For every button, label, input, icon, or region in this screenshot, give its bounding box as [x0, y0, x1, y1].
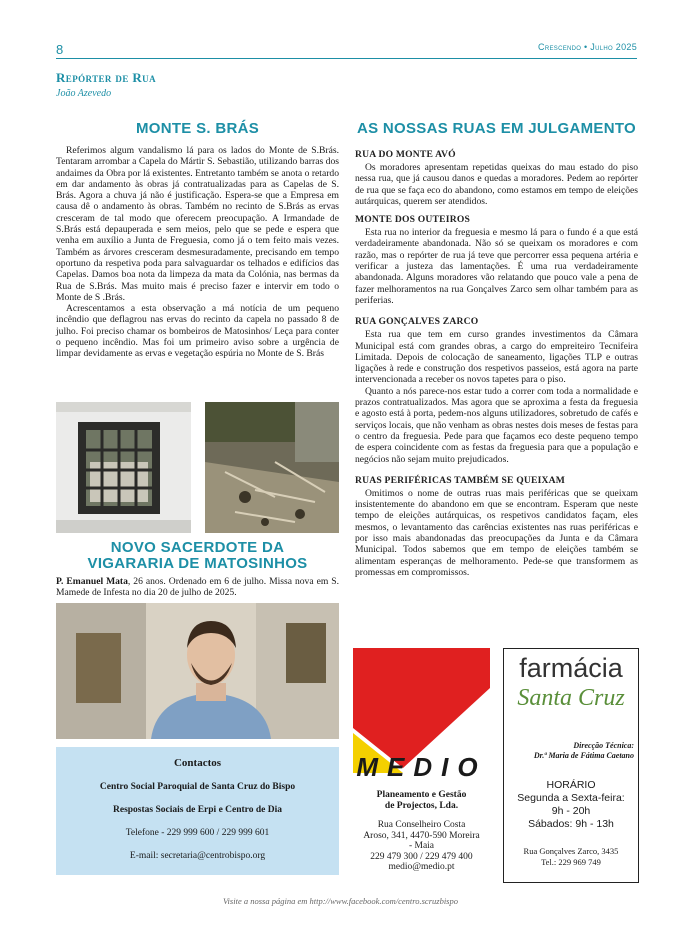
priest-body	[56, 576, 339, 599]
farmacia-weekday: Segunda a Sexta-feira:	[517, 792, 625, 804]
page-number: 8	[56, 42, 64, 57]
contacts-email[interactable]: E-mail: secretaria@centrobispo.org	[129, 851, 266, 861]
monte-paragraph-2: Acrescentamos a esta observação a má notícia de um pequeno incêndio que deflagrou nas ervas do recinto da capela no passado 8 de julho. Foi preciso chamar os bombeiros de Matosinhos/ Leça para conter o pequeno incêndio. Mas foi um primeiro aviso sobre a urgência de limpar devidamente as ervas e vegetação espúria no Monte de S. Brás	[56, 303, 339, 360]
monte-article	[56, 120, 339, 360]
farmacia-saturday: Sábados: 9h - 13h	[528, 818, 614, 830]
medio-tagline	[353, 790, 490, 812]
contacts-line2: Respostas Sociais de Erpi e Centro de Dia	[113, 805, 282, 815]
ruas-heading-1: RUA DO MONTE AVÓ	[355, 149, 456, 160]
author-name: João Azevedo	[56, 88, 112, 99]
farmacia-address: Rua Gonçalves Zarco, 3435	[523, 846, 619, 856]
medio-address	[353, 820, 490, 873]
ruas-text-2: Esta rua no interior da freguesia e mesmo lá para o fundo é a que está verdadeiramente abandonada. Não só se queixam os moradores e com razão, mas o repórter de rua já teve que percorrer essa pequena artéria e verificar a justeza das lamentações. É uma rua verdadeiramente abandonada. Alguns moradores vão relatando que pouco vale a pena de fazer melhoramentos na rua Gonçalves Zarco sem olhar também para as periferias.	[355, 227, 638, 306]
farmacia-weekday-hours: 9h - 20h	[551, 805, 591, 817]
farmacia-contact	[504, 846, 638, 868]
priest-name: P. Emanuel Mata	[56, 576, 128, 587]
medio-wordmark: MEDIO	[356, 752, 487, 782]
monte-title: MONTE S. BRÁS	[135, 120, 260, 137]
medio-tagline-1: Planeamento e Gestão	[376, 790, 467, 800]
ruas-body	[355, 149, 638, 578]
footer-link[interactable]: Visite a nossa página em http://www.facebook.com/centro.scruzbispo	[223, 896, 458, 906]
priest-photo	[56, 603, 339, 739]
medio-phone: 229 479 300 / 229 479 400	[370, 851, 473, 862]
farmacia-horario	[504, 779, 638, 831]
contacts-box	[56, 747, 339, 875]
ruas-heading-2: MONTE DOS OUTEIROS	[355, 214, 471, 226]
farmacia-phone: Tel.: 229 969 749	[541, 857, 601, 867]
section-title: Repórter de Rua	[56, 70, 156, 85]
farmacia-direccao-name: Dr.ª Maria de Fátima Caetano	[533, 751, 634, 760]
contacts-phone: Telefone - 229 999 600 / 229 999 601	[125, 828, 270, 838]
chapel-window-photo	[56, 402, 191, 533]
priest-article	[56, 540, 339, 599]
medio-ad[interactable]	[353, 648, 490, 881]
ruas-title: AS NOSSAS RUAS EM JULGAMENTO	[357, 120, 636, 137]
ruas-heading-3: RUA GONÇALVES ZARCO	[355, 316, 479, 328]
farmacia-direccao-label: Direcção Técnica:	[573, 741, 634, 750]
contacts-title: Contactos	[173, 757, 222, 769]
medio-address-3: - Maia	[408, 841, 435, 851]
farmacia-ad[interactable]	[503, 648, 639, 883]
medio-tagline-2: de Projectos, Lda.	[384, 801, 459, 811]
farmacia-name: farmácia	[519, 653, 623, 683]
monte-paragraph-1: Referimos algum vandalismo lá para os lados do Monte de S.Brás. Tentaram arrombar a Capela do Mártir S. Sebastião, utilizando barras dos andaimes da Obra por lá existentes. Entretanto também se anota o retardo em dar andamento às obras já contratualizadas para as Capelas de S. Brás. Agora a chuva já não é justificação. Espera-se que a Empresa em causa dê o andamento às obras. Também no recinto de S.Brás as ervas cresceram de tal modo que oferecem preocupação. A Irmandade de S.Brás está depauperada e sem meios, pelo que se pede e espera que venha em auxílio a Junta de Freguesia, como já o tem feito mais vezes. Também as árvores cresceram desmesuradamente, precisando em tempo oportuno da respetiva poda para salvaguardar os telhados e edifícios das Capelas. Damos boa nota da limpeza da mata da Colónia, nas bermas da Rua de S.Brás. Mas muito mais é preciso fazer e intervir em todo o Monte de S .Brás.	[56, 145, 339, 303]
farmacia-horario-title: HORÁRIO	[546, 779, 596, 791]
medio-address-1: Rua Conselheiro Costa	[377, 820, 466, 830]
priest-title-line2: VIGARARIA DE MATOSINHOS	[87, 555, 308, 572]
priest-title-line1: NOVO SACERDOTE DA	[110, 539, 285, 556]
contacts-line1: Centro Social Paroquial de Santa Cruz do Bispo	[99, 782, 296, 792]
priest-text: , 26 anos. Ordenado em 6 de julho. Missa nova em S. Mamede de Infesta no dia 20 de julho de 2025.	[56, 576, 339, 599]
fire-debris-photo	[205, 402, 339, 533]
ruas-article	[355, 120, 638, 578]
ruas-heading-4: RUAS PERIFÉRICAS TAMBÉM SE QUEIXAM	[355, 474, 566, 486]
ruas-text-3: Esta rua que tem em curso grandes investimentos da Câmara Municipal está com grandes obras, a cargo do empreiteiro Tecnifeira Limitada. Depois de colocação de saneamento, ligações TLP e outras ligações à rede e construção dos respetivos passeios, está agora na parte intervencionada a receber os novos tapetes para o piso.	[355, 329, 638, 386]
ruas-text-3b: Quanto a nós parece-nos estar tudo a correr com toda a normalidade e prazos contratualizados. Mas agora que se aproxima a festa da freguesia e agosto está à porta, pedem-nos alguns utilizadores, sobretudo de cafés e serviços locais, que não venham as obras nestes dois meses de festas para o centro da freguesia. Pede para que façamos eco deste pequeno tempo de espera coincidente com as festas da freguesia para que a população e negócios não sejam muito prejudicados.	[355, 385, 638, 465]
farmacia-direccao	[504, 741, 634, 761]
header-divider	[56, 58, 637, 59]
medio-address-2: Aroso, 341, 4470-590 Moreira	[363, 830, 480, 841]
monte-body	[56, 145, 339, 360]
ruas-text-1: Os moradores apresentam repetidas queixas do mau estado do piso nessa rua, que já causou danos e quedas a moradores. Pedem ao repórter de rua que se faça eco do abandono, como estamos em tempo de eleições autárquicas, querem ser atendidos.	[355, 162, 638, 207]
priest-title	[56, 540, 339, 572]
medio-email[interactable]: medio@medio.pt	[388, 862, 455, 872]
ruas-text-4: Omitimos o nome de outras ruas mais periféricas que se queixam insistentemente do abandono em que se encontram. Esperam que neste tempo de eleições autárquicas, os respetivos candidatos façam, eles mesmos, o levantamento das carências existentes nas ruas periféricas e por isso mais abandonadas das preocupações da Junta e da Câmara Municipal. Todos sabemos que em tempo de eleições também se alimentam esperanças de melhoramento. Pede-se que transformem as promessas em compromissos.	[355, 487, 638, 578]
farmacia-subname: Santa Cruz	[517, 685, 625, 711]
running-title: Crescendo • Julho 2025	[538, 42, 637, 52]
